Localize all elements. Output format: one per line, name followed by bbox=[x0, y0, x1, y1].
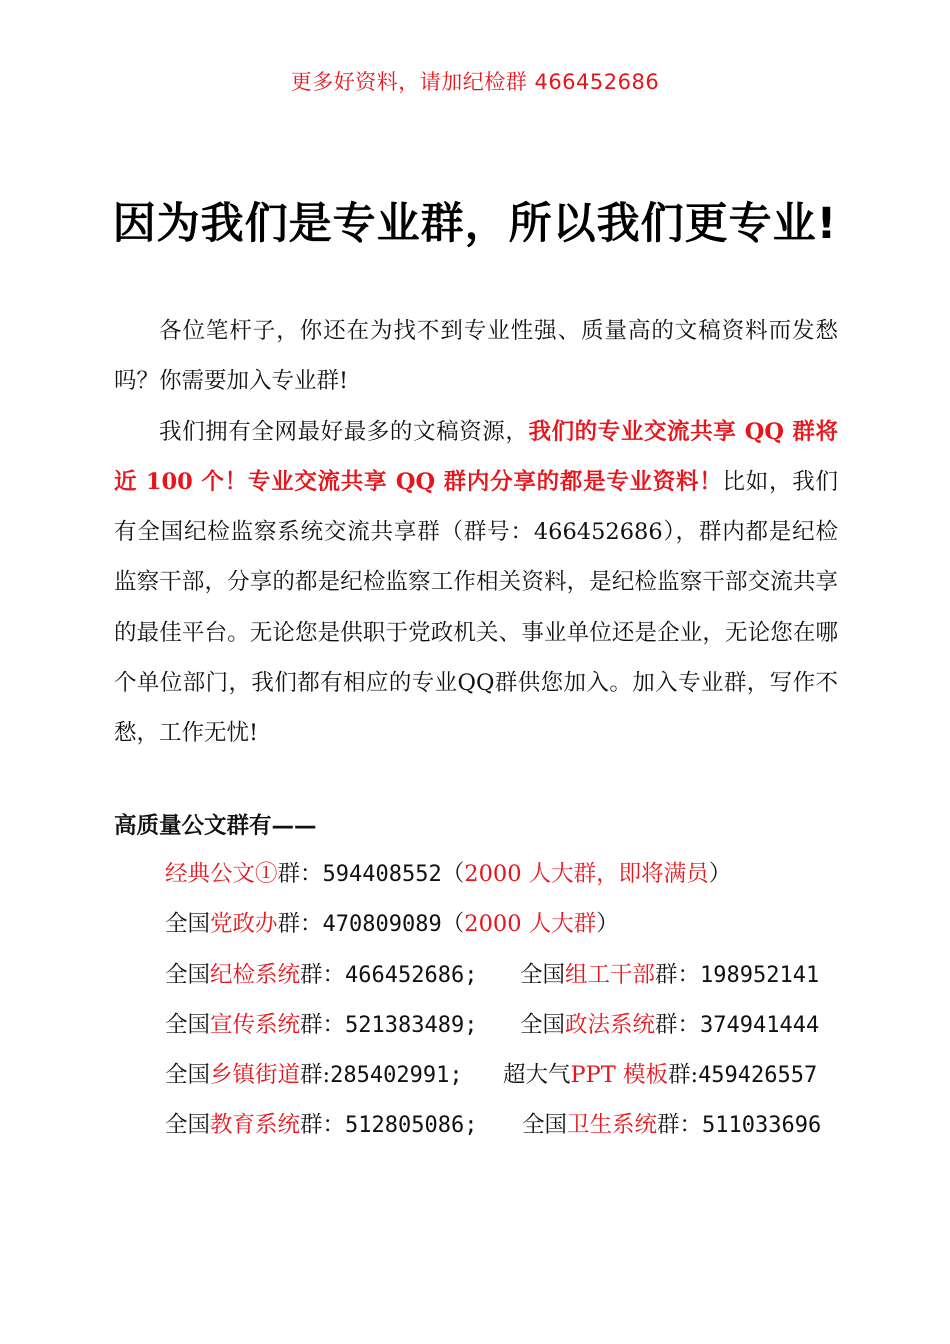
group-entry-right bbox=[520, 950, 819, 1001]
intro-p2-highlight: 我们的专业交流共享 QQ 群将近 100 个！专业交流共享 QQ 群内分享的都是专业资料！ bbox=[114, 418, 838, 495]
intro-p2-lead: 我们拥有全网最好最多的文稿资源， bbox=[159, 418, 529, 445]
group-entry-left bbox=[165, 962, 478, 988]
group-name: 卫生系统 bbox=[567, 1112, 658, 1139]
group-suffix: 群： bbox=[300, 1112, 346, 1139]
group-entry-right bbox=[522, 1100, 821, 1151]
group-suffix: 群： bbox=[657, 1112, 703, 1139]
group-suffix: 群: bbox=[300, 1062, 331, 1089]
group-suffix: 群： bbox=[277, 861, 323, 887]
group-number: 285402991; bbox=[330, 1063, 463, 1089]
promo-banner: 更多好资料，请加纪检群 466452686 bbox=[290, 70, 660, 94]
group-prefix: 全国 bbox=[165, 1112, 211, 1139]
group-note-close: ） bbox=[596, 911, 619, 938]
group-suffix: 群： bbox=[300, 1011, 346, 1038]
group-number: 511033696 bbox=[702, 1113, 822, 1139]
group-name: 纪检系统 bbox=[210, 961, 301, 988]
group-prefix: 全国 bbox=[165, 1062, 211, 1089]
group-entry-left bbox=[165, 1112, 478, 1138]
group-name: 教育系统 bbox=[210, 1112, 301, 1139]
group-name: PPT 模板 bbox=[570, 1062, 668, 1089]
group-number: 198952141 bbox=[700, 962, 820, 988]
group-prefix: 全国 bbox=[165, 1011, 211, 1038]
group-prefix: 全国 bbox=[165, 911, 211, 938]
group-name: 党政办 bbox=[210, 911, 278, 938]
group-prefix: 全国 bbox=[522, 1112, 568, 1139]
group-number: 594408552 bbox=[322, 862, 442, 887]
intro-paragraph-1: 各位笔杆子，你还在为找不到专业性强、质量高的文稿资料而发愁吗？你需要加入专业群! bbox=[114, 318, 838, 395]
group-note: 2000 人大群，即将满员 bbox=[464, 861, 709, 887]
group-entry-right bbox=[503, 1050, 817, 1101]
group-prefix: 全国 bbox=[520, 961, 566, 988]
group-note-open: （ bbox=[441, 911, 465, 938]
group-number: 512805086; bbox=[345, 1113, 478, 1139]
group-row-5 bbox=[165, 1050, 845, 1100]
group-entry-left bbox=[165, 1012, 478, 1038]
groups-heading: 高质量公文群有—— bbox=[114, 813, 317, 839]
group-suffix: 群： bbox=[300, 961, 346, 988]
group-number: 374941444 bbox=[700, 1012, 820, 1038]
group-prefix: 全国 bbox=[165, 961, 211, 988]
intro-paragraph-2 bbox=[114, 407, 838, 759]
group-row-3 bbox=[165, 950, 845, 1000]
group-name: 组工干部 bbox=[565, 961, 656, 988]
group-entry-right bbox=[520, 1000, 819, 1051]
group-note-close: ） bbox=[708, 861, 732, 887]
intro-p2-rest: 比如，我们有全国纪检监察系统交流共享群（群号：466452686），群内都是纪检监察干部，分享的都是纪检监察工作相关资料，是纪检监察干部交流共享的最佳平台。无论您是供职于党政机关、事业单位还是企业，无论您在哪个单位部门，我们都有相应的专业QQ群供您加入。加入专业群，写作不愁，工作无忧! bbox=[114, 468, 838, 747]
group-suffix: 群： bbox=[277, 911, 323, 938]
group-number: 470809089 bbox=[322, 912, 442, 938]
group-list bbox=[165, 849, 845, 1151]
group-prefix: 全国 bbox=[520, 1011, 566, 1038]
page-headline: 因为我们是专业群，所以我们更专业! bbox=[112, 199, 838, 249]
group-row-6 bbox=[165, 1100, 845, 1150]
group-row-4 bbox=[165, 1000, 845, 1050]
group-suffix: 群: bbox=[667, 1062, 699, 1089]
group-note-open: （ bbox=[441, 861, 465, 887]
group-row-1 bbox=[165, 849, 845, 899]
group-name: 乡镇街道 bbox=[210, 1062, 301, 1089]
group-number: 466452686; bbox=[345, 962, 478, 988]
group-name: 宣传系统 bbox=[210, 1011, 301, 1038]
group-name: 经典公文① bbox=[165, 861, 278, 887]
intro-body bbox=[114, 306, 838, 759]
group-suffix: 群： bbox=[655, 1011, 701, 1038]
group-number: 521383489; bbox=[345, 1012, 478, 1038]
group-suffix: 群： bbox=[655, 961, 701, 988]
group-entry-left bbox=[165, 1062, 463, 1088]
group-note: 2000 人大群 bbox=[464, 911, 597, 938]
group-name: 政法系统 bbox=[565, 1011, 656, 1038]
group-prefix: 超大气 bbox=[503, 1062, 571, 1089]
group-row-2 bbox=[165, 899, 845, 949]
group-number: 459426557 bbox=[698, 1063, 818, 1089]
